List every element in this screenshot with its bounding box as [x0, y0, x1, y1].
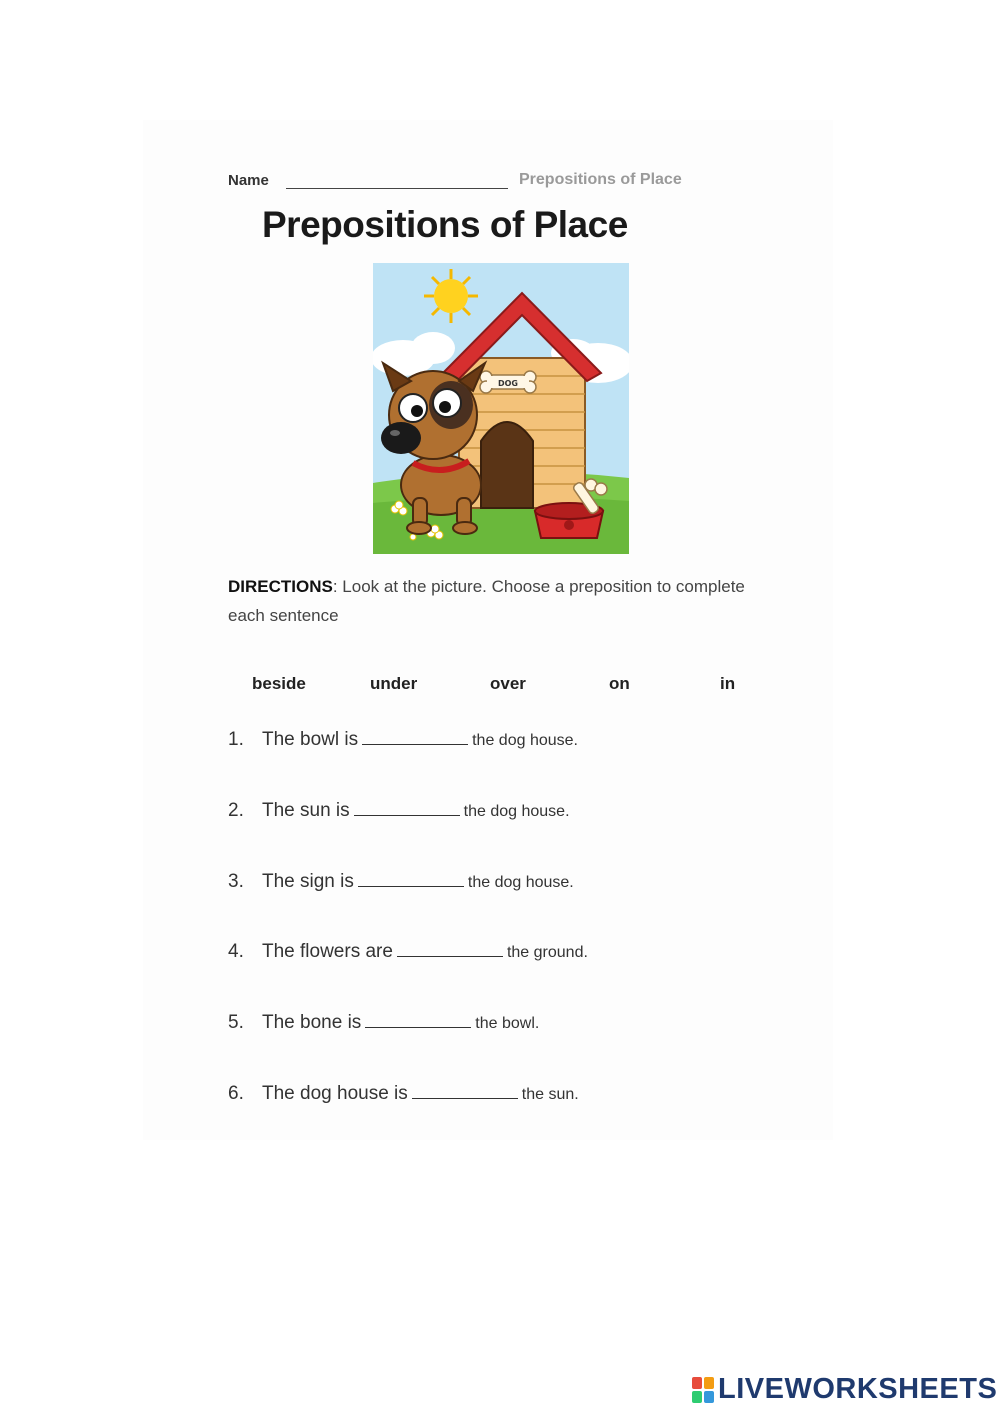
answer-blank[interactable]: [362, 730, 468, 745]
sentence-number: 5.: [228, 1012, 244, 1033]
answer-blank[interactable]: [358, 872, 464, 887]
sentence-before: The bowl is: [262, 729, 359, 750]
header-title: Prepositions of Place: [519, 171, 682, 188]
sentence-before: The flowers are: [262, 941, 393, 962]
sentence-before: The dog house is: [262, 1083, 408, 1104]
sentence-number: 2.: [228, 800, 244, 821]
sentence-item: [228, 729, 578, 755]
sentence-after: the ground.: [506, 944, 588, 961]
sentence-item: [228, 871, 574, 897]
word-bank-item: on: [609, 674, 630, 693]
liveworksheets-icon: [692, 1377, 714, 1403]
word-bank-item: beside: [252, 674, 306, 693]
sentence-item: [228, 941, 588, 967]
sentence-number: 4.: [228, 941, 244, 962]
answer-blank[interactable]: [412, 1084, 518, 1099]
name-row: [228, 170, 708, 192]
name-label: Name: [228, 172, 269, 189]
word-bank-item: under: [370, 674, 418, 693]
word-bank: [228, 674, 788, 698]
sentence-after: the dog house.: [463, 803, 570, 820]
page-title: Prepositions of Place: [262, 204, 628, 245]
sentence-after: the dog house.: [467, 874, 574, 891]
sentence-after: the bowl.: [475, 1015, 540, 1032]
directions-label: DIRECTIONS: [228, 577, 333, 596]
word-bank-item: in: [720, 674, 736, 693]
sentence-number: 3.: [228, 871, 244, 892]
sentence-before: The sign is: [262, 871, 354, 892]
sun-icon: [424, 269, 478, 323]
sentence-number: 1.: [228, 729, 244, 750]
sentence-number: 6.: [228, 1083, 244, 1104]
sentence-item: [228, 1012, 539, 1038]
brand-text: LIVEWORKSHEETS: [718, 1373, 998, 1405]
dog-sign-text: DOG: [497, 379, 519, 388]
sentence-item: [228, 800, 570, 826]
answer-blank[interactable]: [397, 942, 503, 957]
sentence-before: The sun is: [262, 800, 350, 821]
sentence-after: the sun.: [521, 1086, 579, 1103]
answer-blank[interactable]: [365, 1013, 471, 1028]
directions: [228, 572, 773, 630]
sentence-before: The bone is: [262, 1012, 362, 1033]
answer-blank[interactable]: [354, 801, 460, 816]
dog-house-illustration: [373, 263, 629, 554]
name-input-line[interactable]: [286, 188, 508, 189]
directions-text: : Look at the picture. Choose a preposition to complete each sentence: [228, 577, 745, 625]
word-bank-item: over: [490, 674, 526, 693]
sentence-item: [228, 1083, 579, 1109]
sentence-after: the dog house.: [472, 732, 578, 749]
